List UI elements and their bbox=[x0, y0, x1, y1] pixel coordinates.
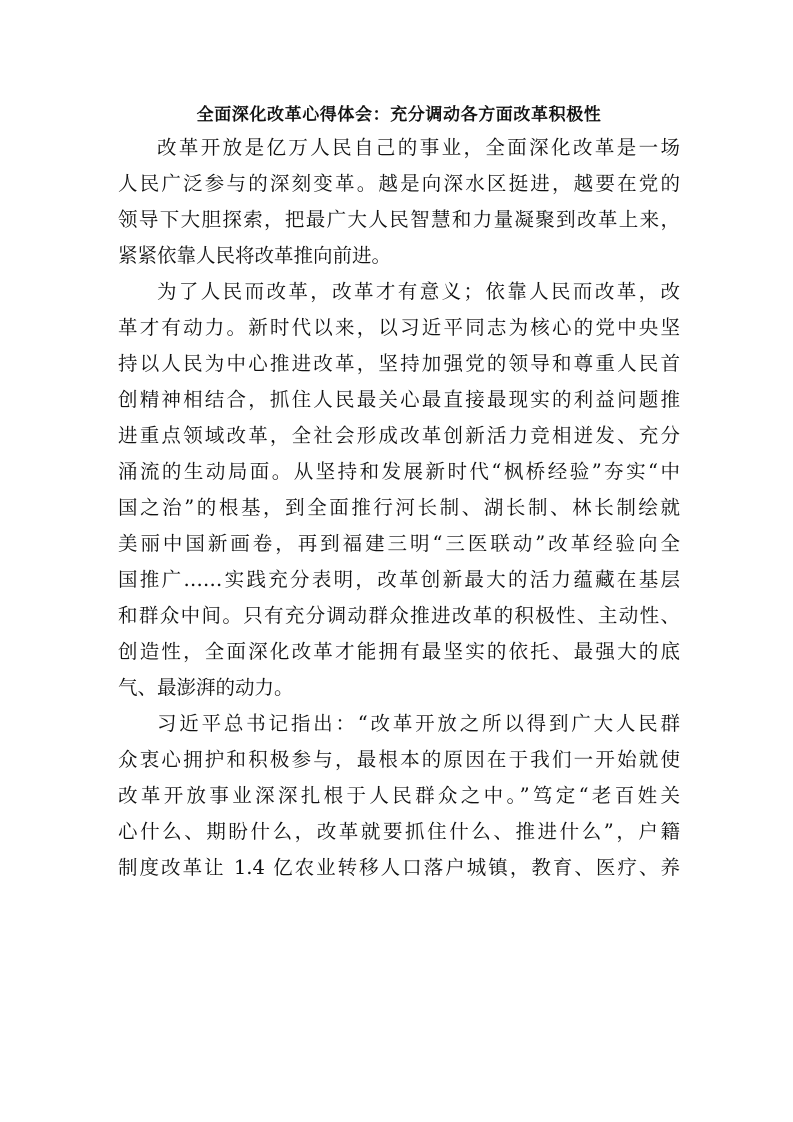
document-page bbox=[118, 100, 680, 886]
paragraph-line: 创造性，全面深化改革才能拥有最坚实的依托、最强大的底 bbox=[118, 640, 680, 663]
paragraph-3 bbox=[118, 706, 680, 886]
paragraph-line: 国推广……实践充分表明，改革创新最大的活力蕴藏在基层 bbox=[118, 568, 680, 591]
paragraph-2 bbox=[118, 274, 680, 706]
paragraph-line: 国之治”的根基，到全面推行河长制、湖长制、林长制绘就 bbox=[118, 496, 680, 519]
paragraph-line: 涌流的生动局面。从坚持和发展新时代“枫桥经验”夯实“中 bbox=[118, 460, 680, 483]
paragraph-line: 领导下大胆探索，把最广大人民智慧和力量凝聚到改革上来， bbox=[118, 208, 680, 231]
paragraph-line: 和群众中间。只有充分调动群众推进改革的积极性、主动性、 bbox=[118, 604, 680, 627]
paragraph-1 bbox=[118, 130, 680, 274]
paragraph-line: 改革开放是亿万人民自己的事业，全面深化改革是一场 bbox=[157, 136, 680, 159]
paragraph-line: 为了人民而改革，改革才有意义；依靠人民而改革，改 bbox=[157, 280, 680, 303]
paragraph-line: 进重点领域改革，全社会形成改革创新活力竞相迸发、充分 bbox=[118, 424, 680, 447]
paragraph-line: 人民广泛参与的深刻变革。越是向深水区挺进，越要在党的 bbox=[118, 172, 680, 195]
paragraph-line: 革才有动力。新时代以来，以习近平同志为核心的党中央坚 bbox=[118, 316, 680, 339]
paragraph-line: 习近平总书记指出：“改革开放之所以得到广大人民群 bbox=[157, 712, 680, 735]
paragraph-line: 气、最澎湃的动力。 bbox=[118, 676, 294, 699]
paragraph-line: 制度改革让 1.4 亿农业转移人口落户城镇，教育、医疗、养 bbox=[118, 856, 680, 879]
document-title: 全面深化改革心得体会：充分调动各方面改革积极性 bbox=[196, 105, 602, 125]
paragraph-line: 美丽中国新画卷，再到福建三明“三医联动”改革经验向全 bbox=[118, 532, 680, 555]
paragraph-line: 紧紧依靠人民将改革推向前进。 bbox=[118, 244, 392, 267]
paragraph-line: 众衷心拥护和积极参与，最根本的原因在于我们一开始就使 bbox=[118, 748, 680, 771]
paragraph-line: 持以人民为中心推进改革，坚持加强党的领导和尊重人民首 bbox=[118, 352, 680, 375]
paragraph-line: 心什么、期盼什么，改革就要抓住什么、推进什么”，户籍 bbox=[118, 820, 680, 843]
paragraph-line: 创精神相结合，抓住人民最关心最直接最现实的利益问题推 bbox=[118, 388, 680, 411]
paragraph-line: 改革开放事业深深扎根于人民群众之中。”笃定“老百姓关 bbox=[118, 784, 680, 807]
